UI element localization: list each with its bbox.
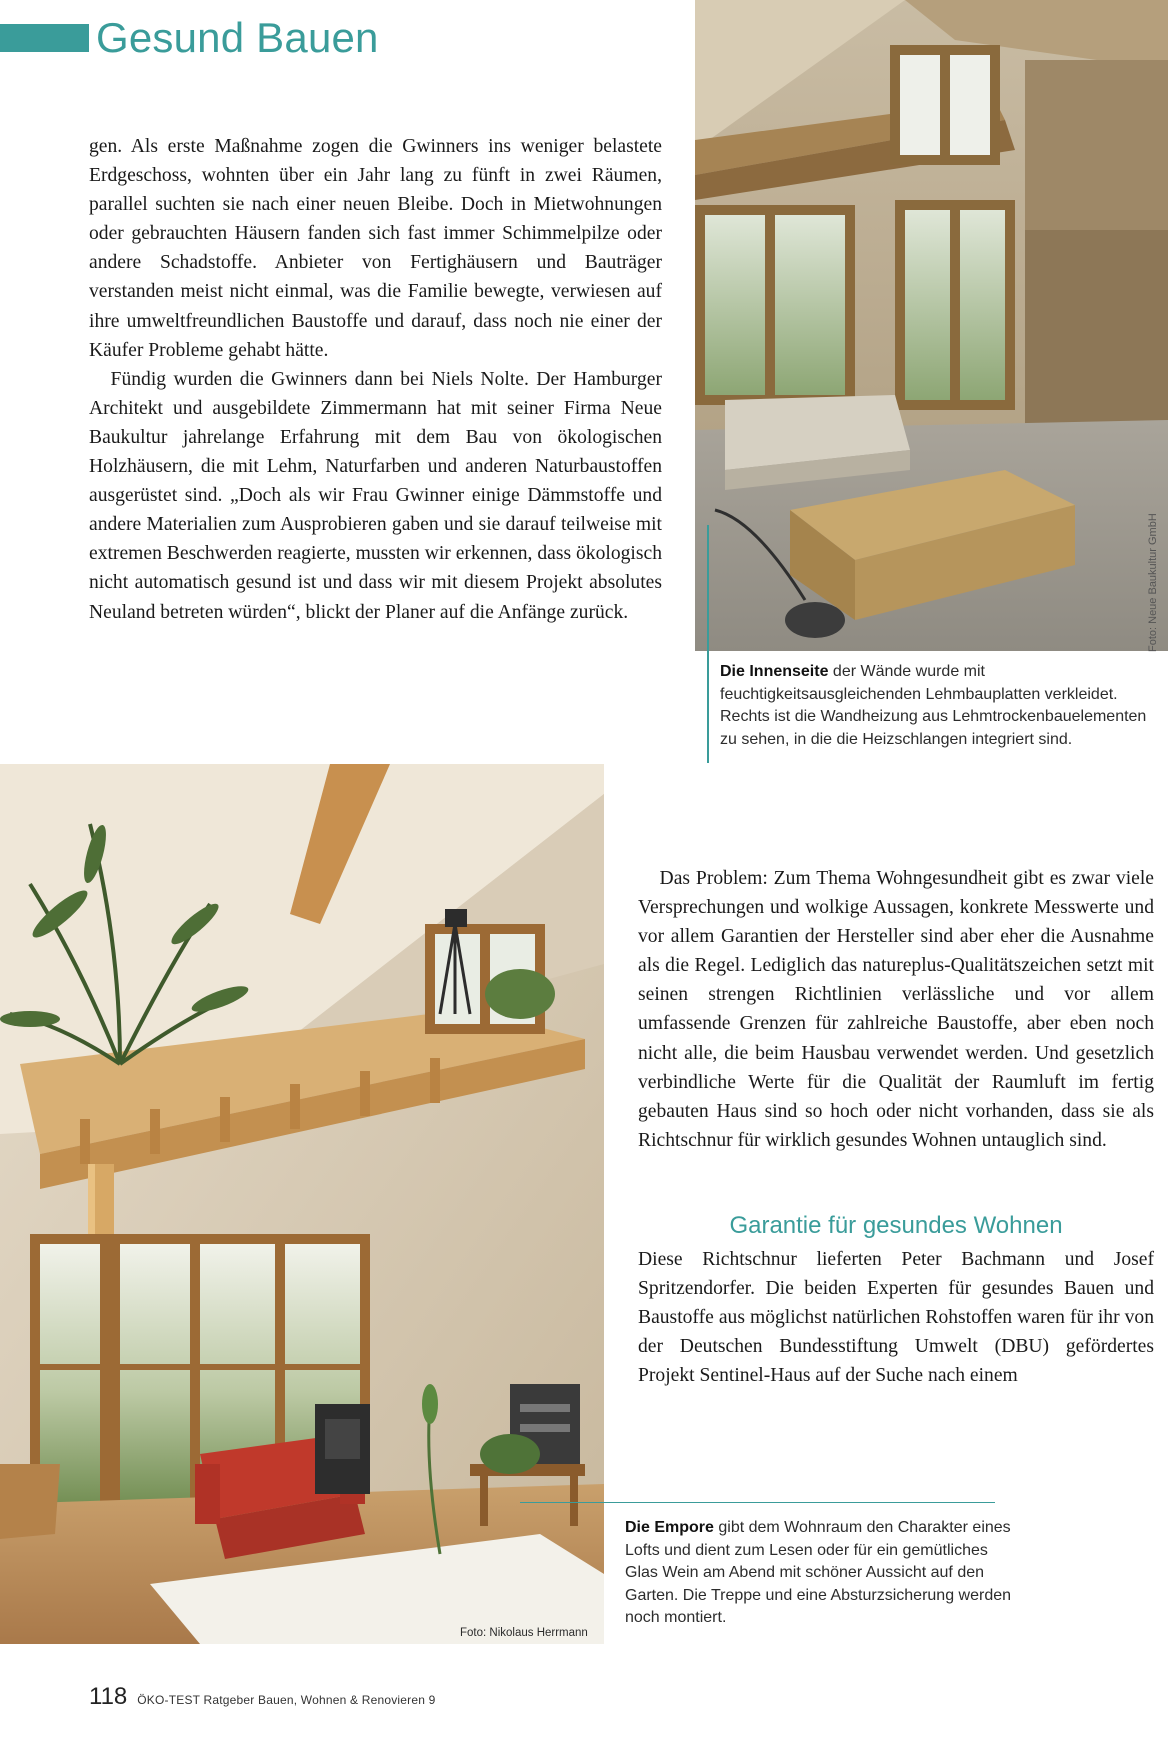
page-footer [89,1683,436,1711]
caption-lead: Die Innenseite [720,663,829,680]
photo-credit: Foto: Neue Baukultur GmbH [1147,513,1159,652]
publication-title: ÖKO-TEST Ratgeber Bauen, Wohnen & Renovieren 9 [137,1693,436,1707]
living-room-gallery-photo [0,764,604,1644]
photo-caption [720,661,1155,751]
caption-text: der Wände wurde mit feuchtigkeitsausgleichenden Lehmbauplatten verkleidet. Rechts ist die Wandheizung aus Lehmtrockenbauelementen zu sehen, in die die Heizschlangen integriert sind. [720,663,1147,748]
paragraph: gen. Als erste Maßnahme zogen die Gwinners ins weniger belastete Erdgeschoss, wohnten über ein Jahr lang zu fünft in zwei Räumen, parallel suchten sie nach einer neuen Bleibe. Doch in Mietwohnungen oder gebrauchten Häusern fanden sich fast immer Schimmelpilze oder andere Schadstoffe. Anbieter von Fertighäusern und Bauträger verstanden meist nicht einmal, was die Familie bewegte, verwiesen auf ihre umweltfreundlichen Baustoffe und darauf, dass noch nie einer der Käufer Probleme gehabt hätte. [89,136,662,361]
photo-credit: Foto: Nikolaus Herrmann [460,1627,588,1639]
caption-rule [707,525,709,763]
article-column-right [638,864,1154,1155]
paragraph: Fündig wurden die Gwinners dann bei Niels Nolte. Der Hamburger Architekt und ausgebildete Zimmermann hat mit seiner Firma Neue Baukultur jahrelange Erfahrung mit dem Bau von ökologischen Holzhäusern, die mit Lehm, Naturfarben und anderen Naturbaustoffen ausgerüstet sind. „Doch als wir Frau Gwinner einige Dämmstoffe und andere Materialien zum Ausprobieren gaben und sie darauf teilweise mit extremen Beschwerden reagierte, mussten wir erkennen, dass ökologisch nicht automatisch gesund ist und dass wir mit diesem Projekt absolutes Neuland betreten würden“, blickt der Planer auf die Anfänge zurück. [89,368,662,623]
section-marker-bar [0,24,89,52]
caption-lead: Die Empore [625,1519,714,1536]
article-column-right-continued [638,1245,1154,1390]
paragraph: Diese Richtschnur lieferten Peter Bachmann und Josef Spritzendorfer. Die beiden Experten für gesundes Bauen und Baustoffe aus möglichst natürlichen Rohstoffen waren für ihr von der Deutschen Bundesstiftung Umwelt (DBU) gefördertes Projekt Sentinel-Haus auf der Suche nach einem [638,1249,1154,1387]
subheading: Garantie für gesundes Wohnen [729,1212,1063,1239]
caption-text: gibt dem Wohnraum den Charakter eines Lofts und dient zum Lesen oder für ein gemütliches Glas Wein am Abend mit schöner Aussicht auf den Garten. Die Treppe und eine Absturzsicherung werden noch montiert. [625,1519,1012,1626]
paragraph: Das Problem: Zum Thema Wohngesundheit gibt es zwar viele Versprechungen und wolkige Aussagen, konkrete Messwerte und vor allem Garantien der Hersteller sind aber eher die Ausnahme als die Regel. Lediglich das natureplus-Qualitätszeichen setzt mit seinen strengen Richtlinien verlässliche und vor allem umfassende Grenzen für zahlreiche Baustoffe, aber eben noch nicht alle, die beim Hausbau verwendet werden. Und gesetzlich verbindliche Werte für die Qualität der Raumluft im fertig gebauten Haus sind so hoch oder nicht vorhanden, dass sie als Richtschnur für wirklich gesundes Wohnen untauglich sind. [638,868,1154,1151]
section-title: Gesund Bauen [96,14,379,61]
photo-caption [625,1517,1025,1630]
article-column-left [89,132,662,627]
construction-interior-photo [695,0,1168,651]
caption-rule [520,1502,995,1503]
page-number: 118 [89,1683,128,1710]
